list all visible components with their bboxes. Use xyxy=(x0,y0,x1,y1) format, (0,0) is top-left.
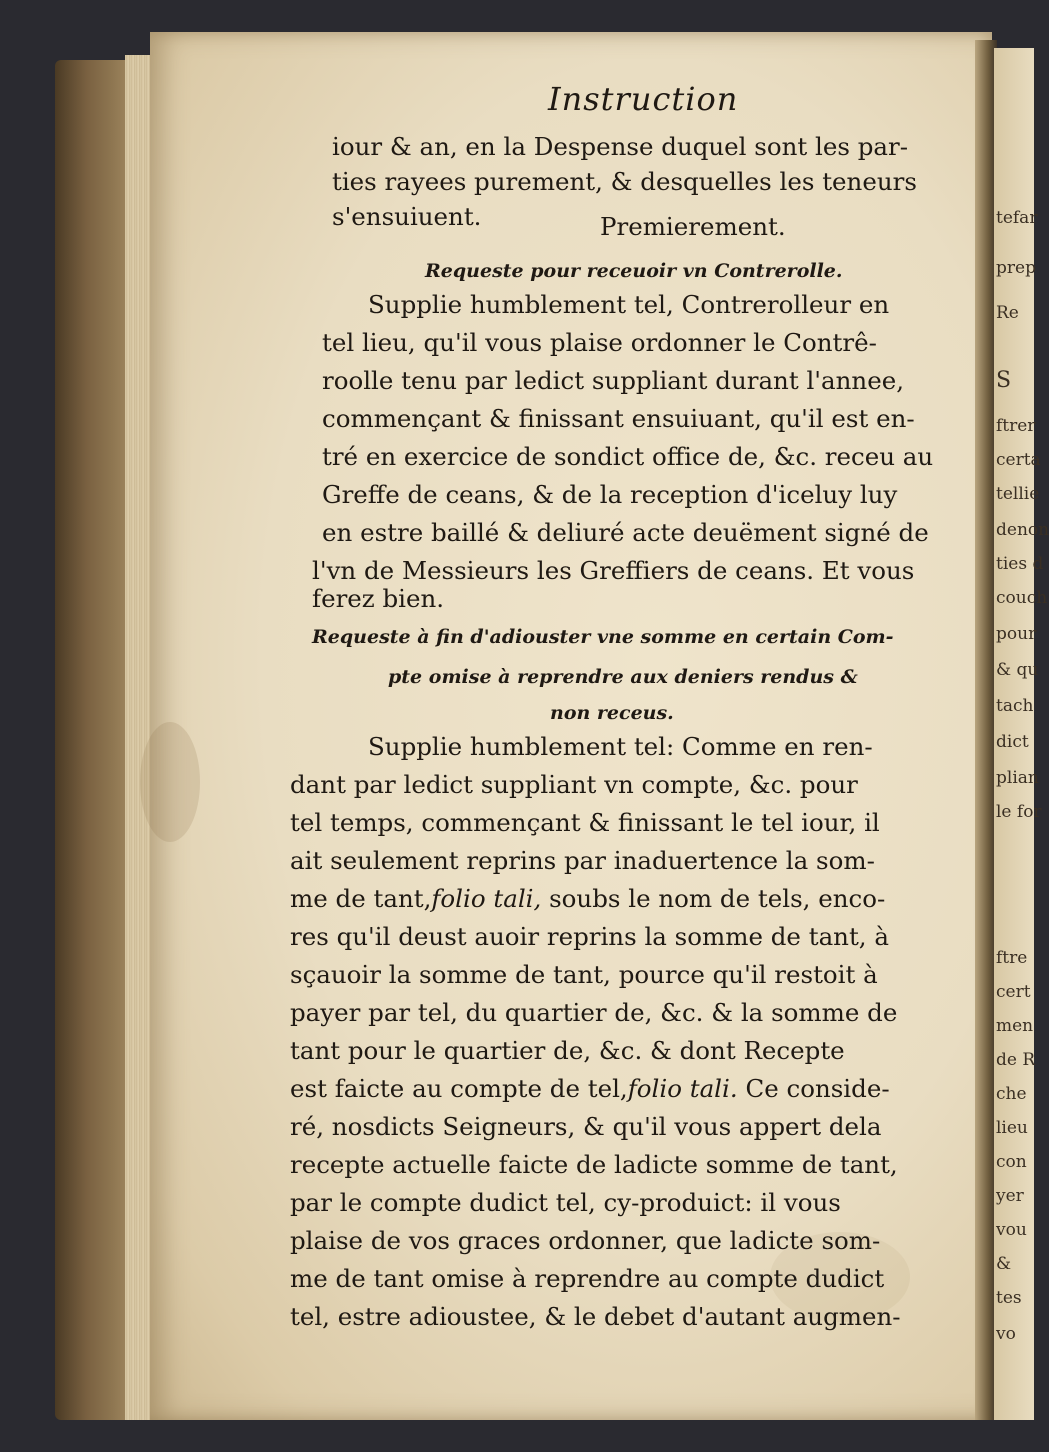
text-line: payer par tel, du quartier de, &c. & la somme de xyxy=(290,998,898,1027)
italic-fragment: folio tali. xyxy=(627,1074,738,1103)
text-line: ferez bien. xyxy=(312,584,445,613)
text-line: ait seulement reprins par inaduertence la som- xyxy=(290,846,875,875)
text-line: Premierement. xyxy=(600,212,786,241)
text-line: s'ensuiuent. xyxy=(332,202,482,231)
facing-page-fragment: ftrer xyxy=(996,416,1036,436)
facing-page-fragment: dict xyxy=(996,732,1029,752)
text-line: tel temps, commençant & finissant le tel iour, il xyxy=(290,808,880,837)
facing-page-fragment: tefar xyxy=(996,208,1038,228)
facing-page-fragment: Re xyxy=(996,303,1019,323)
text-fragment: est faicte au compte de tel, xyxy=(290,1074,628,1103)
facing-page-fragment: & xyxy=(996,1254,1012,1274)
section-heading: pte omise à reprendre aux deniers rendus & xyxy=(388,666,858,688)
text-line: tel, estre adioustee, & le debet d'autant augmen- xyxy=(290,1302,901,1331)
text-line: ré, nosdicts Seigneurs, & qu'il vous appert dela xyxy=(290,1112,882,1141)
text-line: iour & an, en la Despense duquel sont les par- xyxy=(332,132,909,161)
book-spine xyxy=(55,60,135,1420)
facing-page-fragment: de R xyxy=(996,1050,1036,1070)
section-heading: Requeste à fin d'adiouster vne somme en certain Com- xyxy=(312,626,894,648)
facing-page-fragment: con xyxy=(996,1152,1027,1172)
facing-page-fragment: men xyxy=(996,1016,1034,1036)
text-fragment: soubs le nom de tels, enco- xyxy=(549,884,886,913)
text-line: plaise de vos graces ordonner, que ladicte som- xyxy=(290,1226,881,1255)
text-line: Greffe de ceans, & de la reception d'iceluy luy xyxy=(322,480,898,509)
facing-page-fragment: pour xyxy=(996,624,1037,644)
facing-page-fragment: lieu xyxy=(996,1118,1028,1138)
text-fragment: Ce conside- xyxy=(745,1074,890,1103)
text-line xyxy=(290,1074,890,1104)
page-text xyxy=(150,32,992,1420)
facing-page-fragment: vou xyxy=(996,1220,1027,1240)
facing-page-fragment: & qu xyxy=(996,660,1039,680)
facing-page-fragment: ftre xyxy=(996,948,1028,968)
facing-page-fragment: couch xyxy=(996,588,1048,608)
facing-page-fragment: denon xyxy=(996,520,1049,540)
text-line: par le compte dudict tel, cy-produict: il vous xyxy=(290,1188,841,1217)
facing-page-fragment: plian xyxy=(996,768,1039,788)
running-title: Instruction xyxy=(548,80,739,118)
text-line: sçauoir la somme de tant, pource qu'il restoit à xyxy=(290,960,878,989)
facing-page-fragment: le for xyxy=(996,802,1042,822)
text-line: res qu'il deust auoir reprins la somme de tant, à xyxy=(290,922,889,951)
facing-page-fragment: tach xyxy=(996,696,1034,716)
facing-page-fragment: tellie xyxy=(996,484,1040,504)
text-line: tré en exercice de sondict office de, &c. receu au xyxy=(322,442,934,471)
text-fragment: me de tant, xyxy=(290,884,432,913)
facing-page-fragment: che xyxy=(996,1084,1027,1104)
text-line: commençant & finissant ensuiuant, qu'il est en- xyxy=(322,404,915,433)
book-page xyxy=(150,32,992,1420)
text-line: tant pour le quartier de, &c. & dont Recepte xyxy=(290,1036,845,1065)
text-line: tel lieu, qu'il vous plaise ordonner le Contrê- xyxy=(322,328,877,357)
text-line: l'vn de Messieurs les Greffiers de ceans. Et vous xyxy=(312,556,915,585)
facing-page-fragment: tes xyxy=(996,1288,1022,1308)
italic-fragment: folio tali, xyxy=(431,884,542,913)
text-line: roolle tenu par ledict suppliant durant l'annee, xyxy=(322,366,904,395)
text-line: ties rayees purement, & desquelles les teneurs xyxy=(332,167,917,196)
facing-page-fragment: certa xyxy=(996,450,1041,470)
text-line: dant par ledict suppliant vn compte, &c. pour xyxy=(290,770,858,799)
facing-page-fragment: vo xyxy=(996,1324,1016,1344)
facing-page-fragment: cert xyxy=(996,982,1031,1002)
text-line: en estre baillé & deliuré acte deuëment signé de xyxy=(322,518,929,547)
text-line: Supplie humblement tel, Contrerolleur en xyxy=(368,290,890,319)
facing-page-edge xyxy=(994,48,1049,1420)
text-line: me de tant omise à reprendre au compte dudict xyxy=(290,1264,885,1293)
facing-page-fragment: prep xyxy=(996,258,1036,278)
facing-page-fragment: S xyxy=(996,368,1012,393)
text-line: Supplie humblement tel: Comme en ren- xyxy=(368,732,873,761)
section-heading: Requeste pour receuoir vn Contrerolle. xyxy=(425,260,843,282)
section-heading: non receus. xyxy=(550,702,674,724)
facing-page-fragment: yer xyxy=(996,1186,1024,1206)
text-line xyxy=(290,884,885,914)
facing-page-fragment: ties d xyxy=(996,554,1044,574)
text-line: recepte actuelle faicte de ladicte somme de tant, xyxy=(290,1150,898,1179)
